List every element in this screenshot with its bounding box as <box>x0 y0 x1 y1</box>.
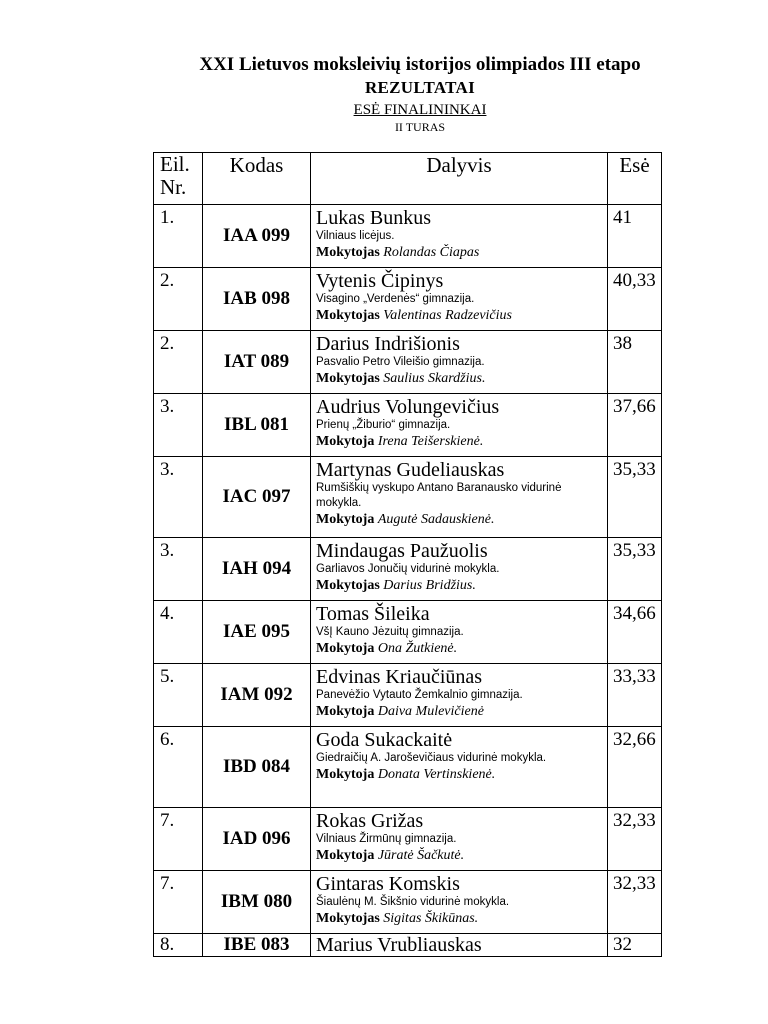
results-table <box>153 152 662 957</box>
participant-cell <box>311 538 608 601</box>
teacher-name: Augutė Sadauskienė. <box>377 512 495 527</box>
participant-teacher <box>316 910 607 927</box>
participant-teacher <box>316 307 607 324</box>
teacher-name: Daiva Mulevičienė <box>377 704 484 719</box>
teacher-label: Mokytoja <box>316 434 375 449</box>
participant-code: IAT 089 <box>203 331 311 394</box>
participant-code: IBD 084 <box>203 727 311 808</box>
table-row <box>154 268 662 331</box>
teacher-label: Mokytoja <box>316 641 375 656</box>
participant-code: IAE 095 <box>203 601 311 664</box>
essay-score: 41 <box>608 205 662 268</box>
participant-teacher <box>316 433 607 450</box>
teacher-label: Mokytoja <box>316 512 375 527</box>
participant-teacher <box>316 511 607 528</box>
participant-code: IAD 096 <box>203 808 311 871</box>
participant-code: IAB 098 <box>203 268 311 331</box>
participant-name: Rokas Grižas <box>316 810 424 832</box>
participant-code: IBL 081 <box>203 394 311 457</box>
teacher-name: Jūratė Šačkutė. <box>377 848 465 863</box>
participant-teacher <box>316 847 607 864</box>
header-number-line2: Nr. <box>160 175 187 199</box>
document-subtitle: REZULTATAI <box>364 78 476 97</box>
teacher-name: Saulius Skardžius. <box>383 371 486 386</box>
header-number-line1: Eil. <box>160 152 190 176</box>
table-row <box>154 934 662 957</box>
row-number: 2. <box>154 331 203 394</box>
participant-name: Vytenis Čipinys <box>316 270 444 292</box>
row-number: 7. <box>154 808 203 871</box>
participant-school: Rumšiškių vyskupo Antano Baranausko vidurinė mokykla. <box>316 482 562 509</box>
row-number: 3. <box>154 394 203 457</box>
participant-cell <box>311 601 608 664</box>
essay-score: 32,33 <box>608 808 662 871</box>
essay-score: 33,33 <box>608 664 662 727</box>
participant-cell <box>311 727 608 808</box>
essay-score: 32 <box>608 934 662 957</box>
essay-score: 38 <box>608 331 662 394</box>
essay-score: 32,66 <box>608 727 662 808</box>
participant-school: Visagino „Verdenės“ gimnazija. <box>316 293 475 305</box>
participant-name: Marius Vrubliauskas <box>316 934 482 956</box>
participant-code: IAC 097 <box>203 457 311 538</box>
section-heading-text: ESĖ FINALININKAI <box>353 102 487 118</box>
header-code: Kodas <box>203 153 311 205</box>
teacher-name: Darius Bridžius. <box>383 578 476 593</box>
essay-score: 35,33 <box>608 538 662 601</box>
header-number <box>154 153 203 205</box>
participant-cell <box>311 394 608 457</box>
section-heading <box>0 101 768 119</box>
row-number: 1. <box>154 205 203 268</box>
participant-school: VšĮ Kauno Jėzuitų gimnazija. <box>316 626 464 638</box>
table-row <box>154 205 662 268</box>
teacher-label: Mokytojas <box>316 911 380 926</box>
teacher-label: Mokytoja <box>316 704 375 719</box>
table-row <box>154 727 662 808</box>
teacher-label: Mokytojas <box>316 245 380 260</box>
participant-school: Garliavos Jonučių vidurinė mokykla. <box>316 563 500 575</box>
participant-code: IBE 083 <box>203 934 311 957</box>
participant-school: Prienų „Žiburio“ gimnazija. <box>316 419 451 431</box>
essay-score: 37,66 <box>608 394 662 457</box>
table-row <box>154 457 662 538</box>
row-number: 5. <box>154 664 203 727</box>
document-title: XXI Lietuvos moksleivių istorijos olimpiados III etapo <box>199 54 641 75</box>
participant-cell <box>311 664 608 727</box>
participant-teacher <box>316 244 607 261</box>
table-row <box>154 601 662 664</box>
teacher-name: Donata Vertinskienė. <box>377 767 496 782</box>
teacher-name: Ona Žutkienė. <box>377 641 458 656</box>
table-row <box>154 664 662 727</box>
participant-name: Edvinas Kriaučiūnas <box>316 666 483 688</box>
participant-code: IAM 092 <box>203 664 311 727</box>
essay-score: 35,33 <box>608 457 662 538</box>
teacher-label: Mokytoja <box>316 767 375 782</box>
teacher-label: Mokytoja <box>316 848 375 863</box>
participant-school: Pasvalio Petro Vileišio gimnazija. <box>316 356 485 368</box>
participant-teacher <box>316 577 607 594</box>
participant-cell <box>311 457 608 538</box>
table-row <box>154 394 662 457</box>
participant-school: Giedraičių A. Jaroševičiaus vidurinė mokykla. <box>316 752 547 764</box>
teacher-name: Irena Teišerskienė. <box>377 434 484 449</box>
participant-cell <box>311 205 608 268</box>
participant-name: Audrius Volungevičius <box>316 396 500 418</box>
essay-score: 40,33 <box>608 268 662 331</box>
row-number: 6. <box>154 727 203 808</box>
participant-cell <box>311 331 608 394</box>
table-row <box>154 538 662 601</box>
table-body <box>154 205 662 957</box>
participant-school: Vilniaus Žirmūnų gimnazija. <box>316 833 457 845</box>
row-number: 3. <box>154 457 203 538</box>
teacher-label: Mokytojas <box>316 308 380 323</box>
participant-cell <box>311 808 608 871</box>
table-row <box>154 331 662 394</box>
participant-school: Šiaulėnų M. Šikšnio vidurinė mokykla. <box>316 896 510 908</box>
participant-cell <box>311 268 608 331</box>
row-number: 4. <box>154 601 203 664</box>
table-row <box>154 871 662 934</box>
teacher-label: Mokytojas <box>316 371 380 386</box>
participant-teacher <box>316 766 607 783</box>
participant-name: Martynas Gudeliauskas <box>316 459 505 481</box>
participant-name: Lukas Bunkus <box>316 207 431 229</box>
participant-teacher <box>316 370 607 387</box>
round-label: II TURAS <box>394 120 446 134</box>
header-participant: Dalyvis <box>311 153 608 205</box>
participant-teacher <box>316 640 607 657</box>
row-number: 7. <box>154 871 203 934</box>
participant-name: Darius Indrišionis <box>316 333 460 355</box>
participant-name: Gintaras Komskis <box>316 873 460 895</box>
participant-teacher <box>316 703 607 720</box>
participant-code: IAH 094 <box>203 538 311 601</box>
header-score: Esė <box>608 153 662 205</box>
teacher-name: Valentinas Radzevičius <box>383 308 512 323</box>
row-number: 2. <box>154 268 203 331</box>
participant-school: Panevėžio Vytauto Žemkalnio gimnazija. <box>316 689 523 701</box>
essay-score: 34,66 <box>608 601 662 664</box>
essay-score: 32,33 <box>608 871 662 934</box>
row-number: 8. <box>154 934 203 957</box>
participant-code: IAA 099 <box>203 205 311 268</box>
teacher-label: Mokytojas <box>316 578 380 593</box>
participant-code: IBM 080 <box>203 871 311 934</box>
table-row <box>154 808 662 871</box>
table-header-row <box>154 153 662 205</box>
participant-name: Mindaugas Paužuolis <box>316 540 488 562</box>
participant-name: Tomas Šileika <box>316 603 430 625</box>
participant-school: Vilniaus licėjus. <box>316 230 395 242</box>
participant-cell <box>311 871 608 934</box>
row-number: 3. <box>154 538 203 601</box>
teacher-name: Rolandas Čiapas <box>383 245 480 260</box>
teacher-name: Sigitas Škikūnas. <box>383 911 479 926</box>
participant-name: Goda Sukackaitė <box>316 729 453 751</box>
participant-cell <box>311 934 608 957</box>
